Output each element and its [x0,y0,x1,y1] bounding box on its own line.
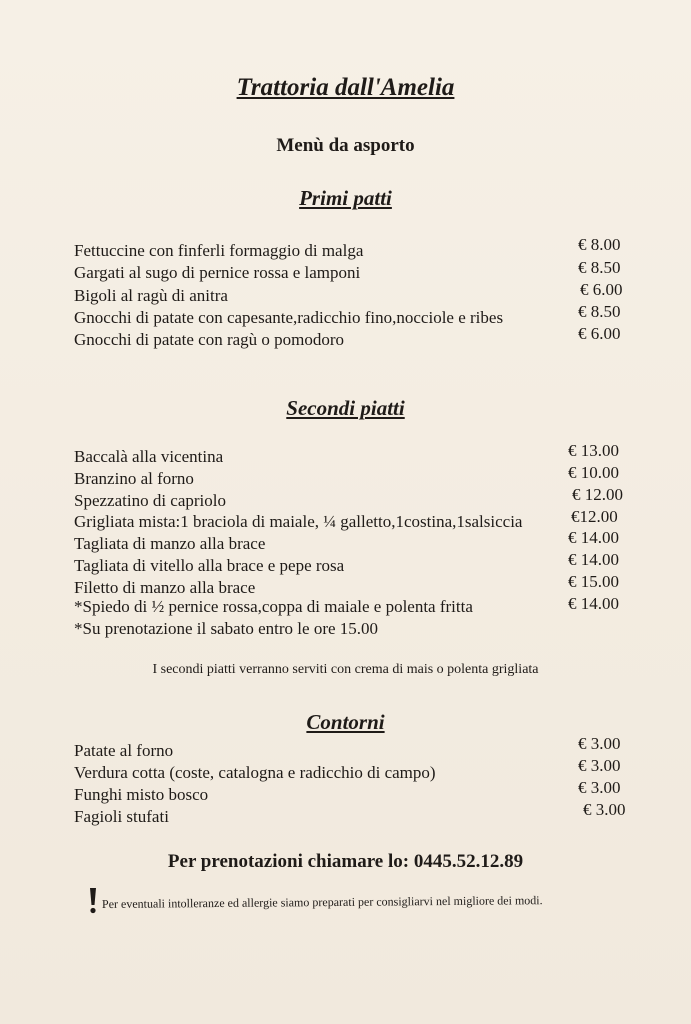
menu-item-name: Patate al forno [74,741,174,760]
exclamation-icon [88,888,98,914]
menu-item-name: Verdura cotta (coste, catalogna e radicchio di campo) [74,763,436,782]
menu-item-name: Funghi misto bosco [74,785,209,804]
secondi-side-note: I secondi piatti verranno serviti con crema di mais o polenta grigliata [152,662,539,677]
menu-item-price: € 14.00 [568,594,619,613]
menu-item-price: € 8.50 [578,302,621,321]
menu-item-price: € 6.00 [580,280,623,299]
menu-item-name: Spezzatino di capriolo [74,491,227,510]
menu-item-price: € 12.00 [572,485,623,504]
menu-item-name: Branzino al forno [74,469,194,488]
menu-item-price: € 3.00 [578,734,621,753]
menu-item-price: € 14.00 [568,528,619,547]
section-title-secondi: Secondi piatti [286,396,405,420]
menu-item-name: Tagliata di vitello alla brace e pepe rosa [74,556,345,575]
menu-item-price: € 3.00 [583,800,626,819]
menu-item-name: Fettuccine con finferli formaggio di malga [74,241,364,260]
menu-item-name: Gnocchi di patate con ragù o pomodoro [74,330,345,349]
menu-item-price: €12.00 [571,507,618,526]
section-title-contorni: Contorni [306,710,385,734]
menu-item-price: € 8.00 [578,235,621,254]
menu-item-name: Fagioli stufati [74,807,169,826]
menu-item-price: € 3.00 [578,778,621,797]
menu-subtitle: Menù da asporto [276,135,415,156]
menu-item-price: € 14.00 [568,550,619,569]
menu-item-name: Gargati al sugo di pernice rossa e lamponi [74,263,361,282]
menu-item-price: € 3.00 [578,756,621,775]
section-title-primi: Primi patti [299,186,392,210]
restaurant-title: Trattoria dall'Amelia [236,74,455,101]
menu-item-name: Tagliata di manzo alla brace [74,534,266,553]
menu-item-name: Filetto di manzo alla brace [74,578,256,597]
menu-item-name: Bigoli al ragù di anitra [74,286,228,305]
allergy-notice: Per eventuali intolleranze ed allergie siamo preparati per consigliarvi nel migliore dei modi. [101,893,543,911]
menu-item-name: Gnocchi di patate con capesante,radicchio fino,nocciole e ribes [74,308,504,327]
booking-phone-line: Per prenotazioni chiamare lo: 0445.52.12.89 [167,851,524,872]
menu-item-name: Baccalà alla vicentina [74,447,224,466]
menu-item-price: € 6.00 [578,324,621,343]
menu-item-price: € 13.00 [568,441,619,460]
menu-item-price: € 8.50 [578,258,621,277]
menu-item-price: € 10.00 [568,463,619,482]
menu-item-price: € 15.00 [568,572,619,591]
booking-footnote: *Su prenotazione il sabato entro le ore 15.00 [74,619,379,638]
menu-item-name: Grigliata mista:1 braciola di maiale, ¼ galletto,1costina,1salsiccia [74,512,523,531]
menu-item-name: *Spiedo di ½ pernice rossa,coppa di maiale e polenta fritta [74,597,473,616]
